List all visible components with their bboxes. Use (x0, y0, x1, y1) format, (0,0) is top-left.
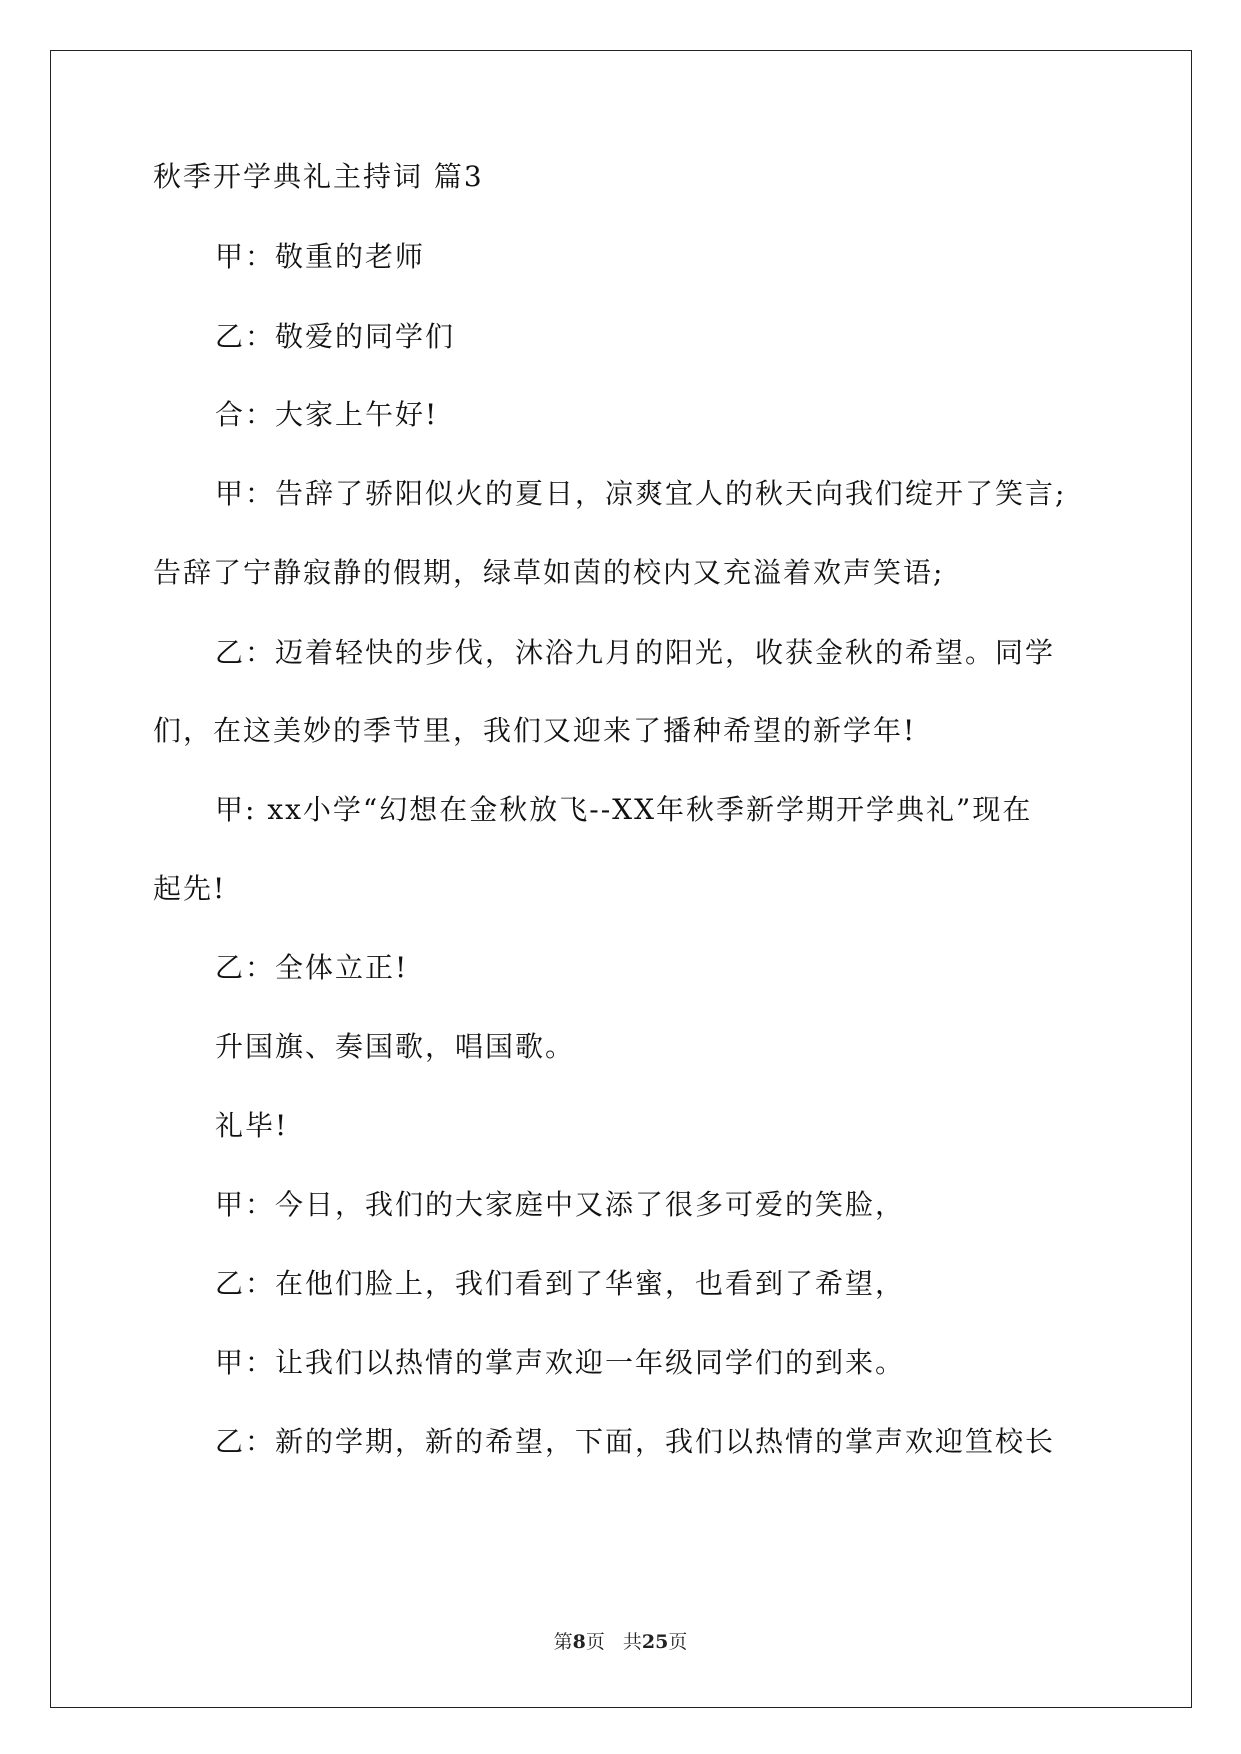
dialogue-line: 乙：全体立正! (215, 951, 409, 984)
dialogue-line: 乙：敬爱的同学们 (215, 320, 456, 353)
dialogue-line: 礼毕! (215, 1109, 289, 1142)
page-suffix: 页 (585, 1631, 605, 1653)
total-prefix: 共 (622, 1631, 642, 1653)
total-suffix: 页 (668, 1631, 688, 1653)
dialogue-line: 甲：敬重的老师 (215, 240, 426, 273)
dialogue-line: 乙：迈着轻快的步伐，沐浴九月的阳光，收获金秋的希望。同学 (215, 636, 1056, 669)
page-prefix: 第 (553, 1631, 573, 1653)
dialogue-line: 甲：今日，我们的大家庭中又添了很多可爱的笑脸， (215, 1188, 906, 1221)
dialogue-line: 甲：告辞了骄阳似火的夏日，凉爽宜人的秋天向我们绽开了笑言; (215, 477, 1067, 510)
dialogue-line: 甲：让我们以热情的掌声欢迎一年级同学们的到来。 (215, 1346, 906, 1379)
dialogue-line: 甲: xx小学“幻想在金秋放飞--XX年秋季新学期开学典礼”现在 (215, 793, 1033, 826)
dialogue-line: 起先! (153, 872, 227, 905)
dialogue-line: 告辞了宁静寂静的假期，绿草如茵的校内又充溢着欢声笑语; (153, 556, 945, 589)
page-footer (0, 1628, 1241, 1656)
dialogue-line: 乙：新的学期，新的希望，下面，我们以热情的掌声欢迎笪校长 (215, 1425, 1056, 1458)
dialogue-line: 合：大家上午好! (215, 398, 439, 431)
dialogue-line: 们，在这美妙的季节里，我们又迎来了播种希望的新学年! (153, 714, 917, 747)
page-number: 8 (572, 1631, 586, 1653)
total-pages: 25 (641, 1631, 669, 1653)
document-title: 秋季开学典礼主持词 篇3 (153, 160, 484, 193)
dialogue-line: 升国旗、奏国歌，唱国歌。 (215, 1030, 576, 1063)
dialogue-line: 乙：在他们脸上，我们看到了华蜜，也看到了希望， (215, 1267, 906, 1300)
